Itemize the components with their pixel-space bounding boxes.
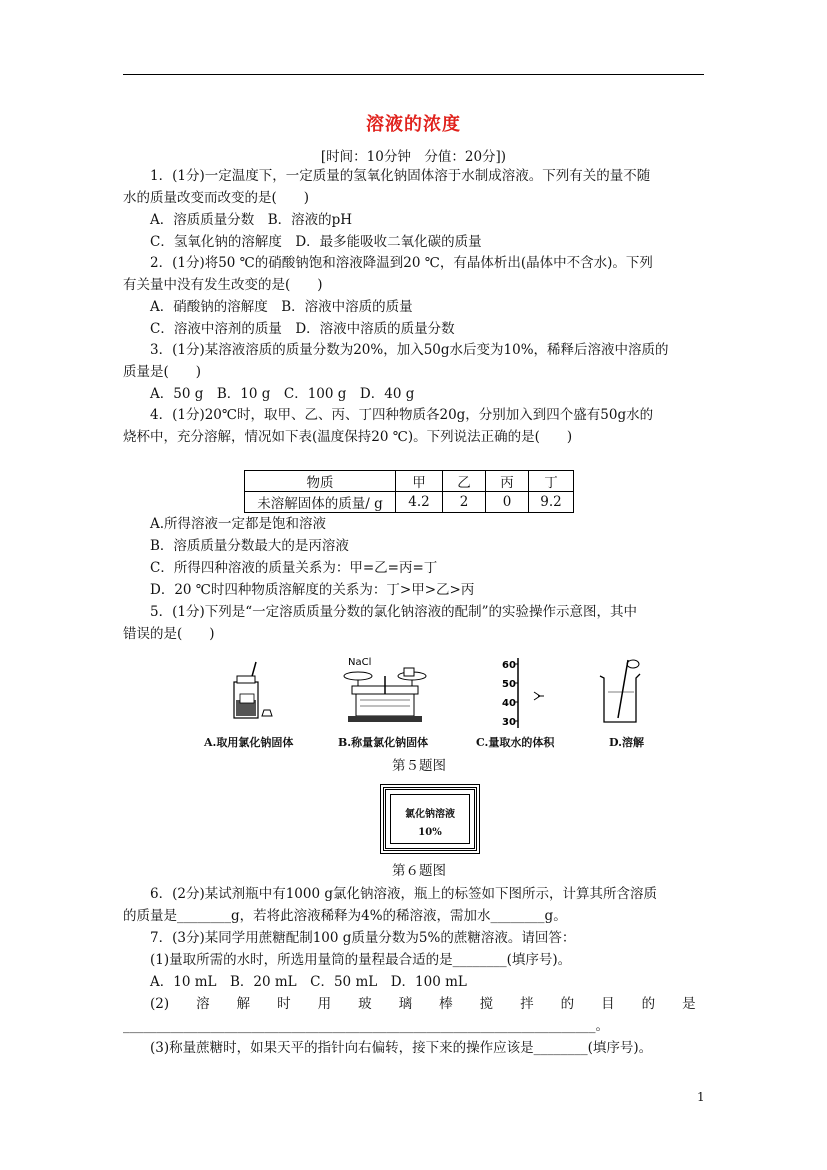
q5-stem-line1: 5．(1分)下列是“一定溶质质量分数的氯化钠溶液的配制”的实验操作示意图，其中	[150, 604, 638, 620]
fig6-label: 第６题图	[392, 863, 446, 879]
reagent-bottle-figure	[226, 660, 276, 722]
q1-options-ab: A．溶质质量分数 B．溶液的pH	[150, 212, 353, 228]
bottle-label-text: 氯化钠溶液	[405, 809, 455, 820]
q5-stem-line2: 错误的是( )	[123, 626, 215, 642]
q6-stem-line1: 6．(2分)某试剂瓶中有1000 g氯化钠溶液，瓶上的标签如下图所示，计算其所含溶质	[150, 886, 658, 902]
q4-stem-line1: 4．(1分)20℃时，取甲、乙、丙、丁四种物质各20g，分别加入到四个盛有50g水的	[150, 407, 654, 423]
table-row	[245, 492, 574, 513]
fig5-label: 第５题图	[392, 758, 446, 774]
time-score-info: [时间：10分钟 分值：20分])	[320, 149, 507, 165]
q7-part2-blank: ______________________________________________________________________。	[123, 1018, 609, 1034]
page-title: 溶液的浓度	[366, 114, 461, 135]
table-cell: 0	[486, 492, 529, 513]
table-header-cell: 乙	[443, 471, 486, 492]
tick-label: 30	[502, 717, 516, 728]
q1-stem-line1: 1．(1分)一定温度下，一定质量的氢氧化钠固体溶于水制成溶液。下列有关的量不随	[150, 168, 651, 184]
q3-options: A．50 g B．10 g C．100 g D．40 g	[150, 386, 415, 402]
table-header-cell: 物质	[245, 471, 396, 492]
q7-part1: (1)量取所需的水时，所选用量筒的量程最合适的是________(填序号)。	[150, 952, 572, 968]
q7-part1-options: A．10 mL B．20 mL C．50 mL D．100 mL	[150, 974, 467, 990]
table-cell: 2	[443, 492, 486, 513]
q6-stem-line2: 的质量是________g，若将此溶液稀释为4%的稀溶液，需加水________g。	[123, 908, 567, 924]
page-number: 1	[697, 1090, 705, 1104]
table-header-cell: 丙	[486, 471, 529, 492]
balance-figure	[340, 652, 432, 726]
q4-option-a: A.所得溶液一定都是饱和溶液	[150, 516, 327, 532]
q3-stem-line2: 质量是( )	[123, 364, 202, 380]
tick-label: 50	[502, 679, 516, 690]
nacl-label: NaCl	[348, 657, 372, 668]
q7-stem: 7．(3分)某同学用蔗糖配制100 g质量分数为5%的蔗糖溶液。请回答：	[150, 930, 576, 946]
bottle-label-figure	[383, 787, 477, 851]
q1-options-cd: C．氢氧化钠的溶解度 D．最多能吸收二氧化碳的质量	[150, 234, 482, 250]
q4-option-c: C．所得四种溶液的质量关系为：甲=乙=丙=丁	[150, 560, 438, 576]
tick-label: 40	[502, 698, 516, 709]
q2-stem-line2: 有关量中没有发生改变的是( )	[123, 277, 323, 293]
table-header-cell: 丁	[529, 471, 574, 492]
table-cell: 9.2	[529, 492, 574, 513]
q7-part3: (3)称量蔗糖时，如果天平的指针向右偏转，接下来的操作应该是________(填序号)。	[150, 1040, 653, 1056]
bottle-label-inner	[390, 794, 470, 844]
table-cell: 未溶解固体的质量/ g	[245, 492, 396, 513]
q2-options-ab: A．硝酸钠的溶解度 B．溶液中溶质的质量	[150, 299, 413, 315]
fig-a-caption: A.取用氯化钠固体	[204, 736, 294, 749]
q4-option-b: B．溶质质量分数最大的是丙溶液	[150, 538, 349, 554]
graduated-cylinder-figure	[500, 656, 550, 728]
q4-option-d: D．20 ℃时四种物质溶解度的关系为：丁>甲>乙>丙	[150, 582, 475, 598]
tick-label: 60	[502, 660, 516, 671]
table-cell: 4.2	[396, 492, 443, 513]
q3-stem-line1: 3．(1分)某溶液溶质的质量分数为20%，加入50g水后变为10%，稀释后溶液中溶质的	[150, 342, 669, 358]
fig-c-caption: C.量取水的体积	[476, 736, 555, 749]
fig-b-caption: B.称量氯化钠固体	[338, 736, 429, 749]
header-rule	[123, 74, 704, 75]
table-header-row	[245, 471, 574, 492]
table-header-cell: 甲	[396, 471, 443, 492]
beaker-figure	[596, 652, 646, 726]
q1-stem-line2: 水的质量改变而改变的是( )	[123, 190, 310, 206]
bottle-label-percent: 10%	[418, 827, 442, 838]
fig-d-caption: D.溶解	[609, 736, 644, 749]
q7-part2: (2) 溶 解 时 用 玻 璃 棒 搅 拌 的 目 的 是	[150, 996, 696, 1012]
q4-stem-line2: 烧杯中，充分溶解，情况如下表(温度保持20 ℃)。下列说法正确的是( )	[123, 429, 573, 445]
q2-stem-line1: 2．(1分)将50 ℃的硝酸钠饱和溶液降温到20 ℃，有晶体析出(晶体中不含水)。下列	[150, 255, 653, 271]
q2-options-cd: C．溶液中溶剂的质量 D．溶液中溶质的质量分数	[150, 321, 455, 337]
q4-data-table	[244, 470, 574, 513]
